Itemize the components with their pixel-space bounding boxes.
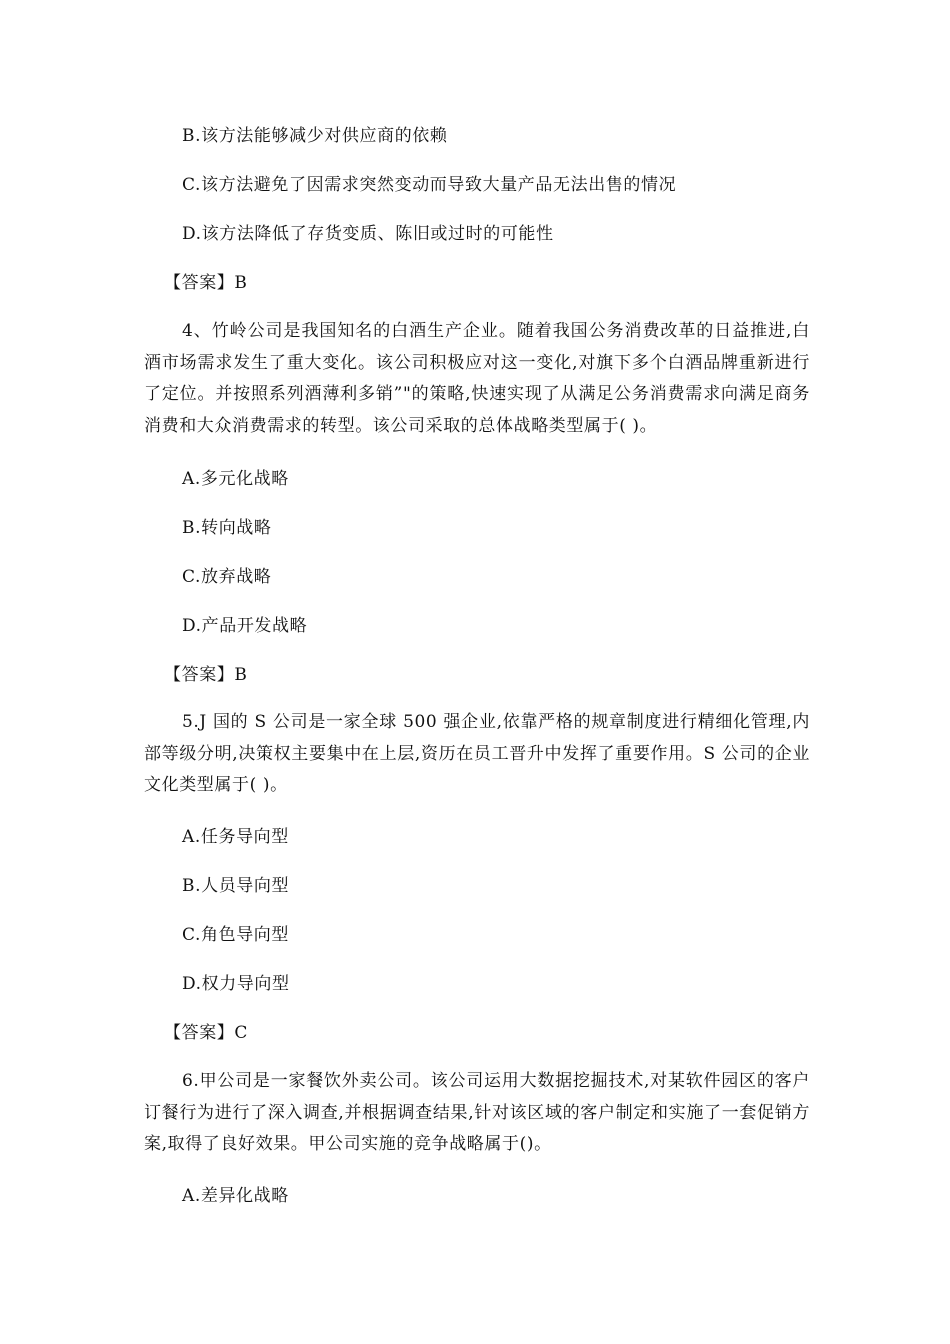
- q5-question: 5.J 国的 S 公司是一家全球 500 强企业,依靠严格的规章制度进行精细化管理,内部等级分明,决策权主要集中在上层,资历在员工晋升中发挥了重要作用。S 公司的企业文化类型属于( )。: [144, 712, 810, 795]
- q3-option-b: B.该方法能够减少对供应商的依赖: [182, 126, 448, 146]
- q4-option-d: D.产品开发战略: [182, 616, 308, 636]
- q4-option-a: A.多元化战略: [182, 469, 289, 489]
- q3-answer: 【答案】B: [164, 273, 248, 293]
- q3-option-d: D.该方法降低了存货变质、陈旧或过时的可能性: [182, 224, 554, 244]
- q6-question: 6.甲公司是一家餐饮外卖公司。该公司运用大数据挖掘技术,对某软件园区的客户订餐行为进行了深入调查,并根据调查结果,针对该区域的客户制定和实施了一套促销方案,取得了良好效果。甲公司实施的竞争战略属于()。: [144, 1071, 810, 1154]
- q5-option-d: D.权力导向型: [182, 974, 290, 994]
- q5-option-a: A.任务导向型: [182, 827, 289, 847]
- q5-answer: 【答案】C: [164, 1023, 249, 1043]
- q3-option-c: C.该方法避免了因需求突然变动而导致大量产品无法出售的情况: [182, 175, 677, 195]
- q5-option-c: C.角色导向型: [182, 925, 290, 945]
- q4-question: 4、竹岭公司是我国知名的白酒生产企业。随着我国公务消费改革的日益推进,白酒市场需求发生了重大变化。该公司积极应对这一变化,对旗下多个白酒品牌重新进行了定位。并按照系列酒薄利多销”"的策略,快速实现了从满足公务消费需求向满足商务消费和大众消费需求的转型。该公司采取的总体战略类型属于( )。: [144, 321, 810, 436]
- q5-option-b: B.人员导向型: [182, 876, 290, 896]
- q4-option-c: C.放弃战略: [182, 567, 272, 587]
- q4-option-b: B.转向战略: [182, 518, 272, 538]
- q4-answer: 【答案】B: [164, 665, 248, 685]
- q6-option-a: A.差异化战略: [182, 1186, 289, 1206]
